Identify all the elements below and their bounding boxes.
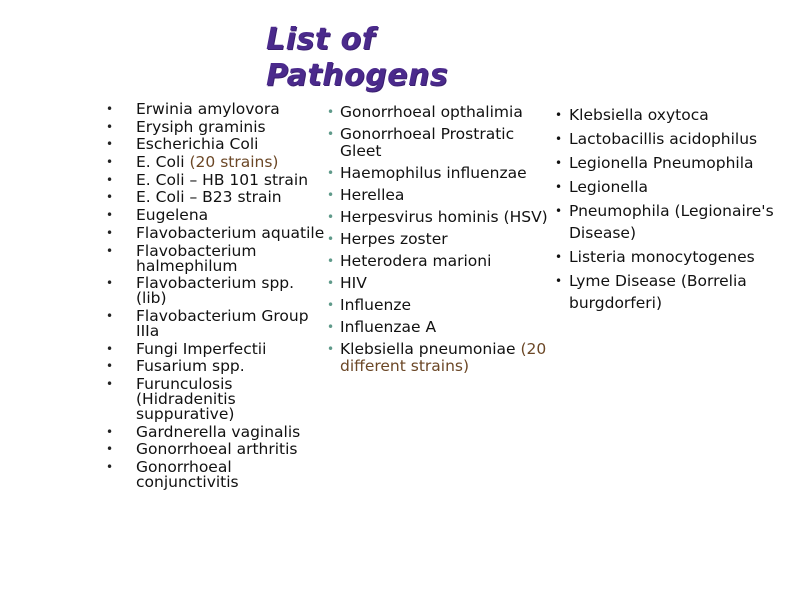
list-item xyxy=(106,102,326,117)
list-item xyxy=(555,152,795,174)
list-item-text: Legionella xyxy=(569,178,648,196)
list-item xyxy=(106,306,326,340)
list-item xyxy=(327,319,552,336)
list-item-text: Erwinia amylovora xyxy=(136,100,280,118)
list-item-text: Heterodera marioni xyxy=(340,252,492,270)
list-item-text: Flavobacterium Group IIIa xyxy=(136,306,309,340)
list-item-text: Escherichia Coli xyxy=(136,135,259,154)
list-item-text: E. Coli – HB 101 strain xyxy=(136,170,309,189)
list-item xyxy=(106,208,326,223)
list-item-text: E. Coli xyxy=(136,153,190,172)
list-item-text: E. Coli – B23 strain xyxy=(136,188,282,207)
list-item-text: Erysiph graminis xyxy=(136,117,266,136)
list-item-note: (20 strains) xyxy=(189,153,279,172)
list-item-text: Lactobacillis acidophilus xyxy=(569,130,758,148)
list-item-text: Furunculosis (Hidradenitis suppurative) xyxy=(136,374,236,423)
list-item xyxy=(327,341,552,375)
list-item-text: Fusarium spp. xyxy=(136,357,245,376)
list-item-text: Flavobacterium spp. (lib) xyxy=(136,274,295,308)
list-item xyxy=(106,137,326,152)
pathogen-list-column-3 xyxy=(555,104,795,316)
list-item xyxy=(555,200,795,244)
list-item xyxy=(106,223,326,242)
list-item-text: Herellea xyxy=(340,186,405,204)
title-line-1: List of xyxy=(266,22,376,57)
list-item-text: Flavobacterium aquatile xyxy=(136,223,325,242)
list-item xyxy=(327,126,552,160)
list-item-text: Gardnerella vaginalis xyxy=(136,422,301,441)
list-item-text: Fungi Imperfectii xyxy=(136,339,267,358)
list-item xyxy=(106,442,326,457)
list-item-text: Pneumophila (Legionaire's Disease) xyxy=(569,202,774,242)
list-item xyxy=(555,128,795,150)
list-item xyxy=(106,460,326,490)
list-item xyxy=(106,170,326,189)
pathogen-list-column-1 xyxy=(106,102,326,493)
list-item xyxy=(106,155,326,170)
list-item xyxy=(106,117,326,136)
list-item xyxy=(555,104,795,126)
page-title xyxy=(266,22,566,94)
list-item xyxy=(327,231,552,248)
list-item xyxy=(555,270,795,314)
list-item xyxy=(106,339,326,358)
list-item-text: Gonorrhoeal opthalimia xyxy=(340,103,523,121)
list-item-text: Haemophilus influenzae xyxy=(340,164,527,182)
list-item xyxy=(327,297,552,314)
list-item-text: Gonorrhoeal Prostratic Gleet xyxy=(340,125,515,160)
list-item xyxy=(327,253,552,270)
list-item-text: Herpesvirus hominis (HSV) xyxy=(340,208,548,226)
list-item xyxy=(327,209,552,226)
list-item xyxy=(106,422,326,441)
list-item-text: Gonorrhoeal arthritis xyxy=(136,440,298,459)
list-item-text: Legionella Pneumophila xyxy=(569,154,754,172)
list-item xyxy=(555,176,795,198)
list-item-text: Klebsiella pneumoniae xyxy=(340,340,521,358)
list-item-text: Herpes zoster xyxy=(340,230,448,248)
list-item-text: Gonorrhoeal conjunctivitis xyxy=(136,458,239,491)
title-line-2: Pathogens xyxy=(266,58,449,93)
list-item-text: Eugelena xyxy=(136,206,209,225)
list-item xyxy=(106,276,326,306)
list-item xyxy=(106,359,326,374)
list-item xyxy=(555,246,795,268)
list-item-text: HIV xyxy=(340,274,367,292)
pathogen-list-column-2 xyxy=(327,104,552,380)
list-item xyxy=(106,190,326,205)
list-item-text: Listeria monocytogenes xyxy=(569,248,755,266)
list-item xyxy=(327,275,552,292)
list-item-text: Influenzae A xyxy=(340,318,437,336)
list-item-text: Klebsiella oxytoca xyxy=(569,106,709,124)
list-item-note: (20 different strains) xyxy=(340,340,547,375)
list-item xyxy=(106,241,326,275)
list-item-text: Flavobacterium halmephilum xyxy=(136,241,257,275)
list-item xyxy=(327,187,552,204)
list-item xyxy=(327,165,552,182)
list-item-text: Influenze xyxy=(340,296,412,314)
list-item xyxy=(327,104,552,121)
list-item-text: Lyme Disease (Borrelia burgdorferi) xyxy=(569,272,747,312)
list-item xyxy=(106,374,326,423)
